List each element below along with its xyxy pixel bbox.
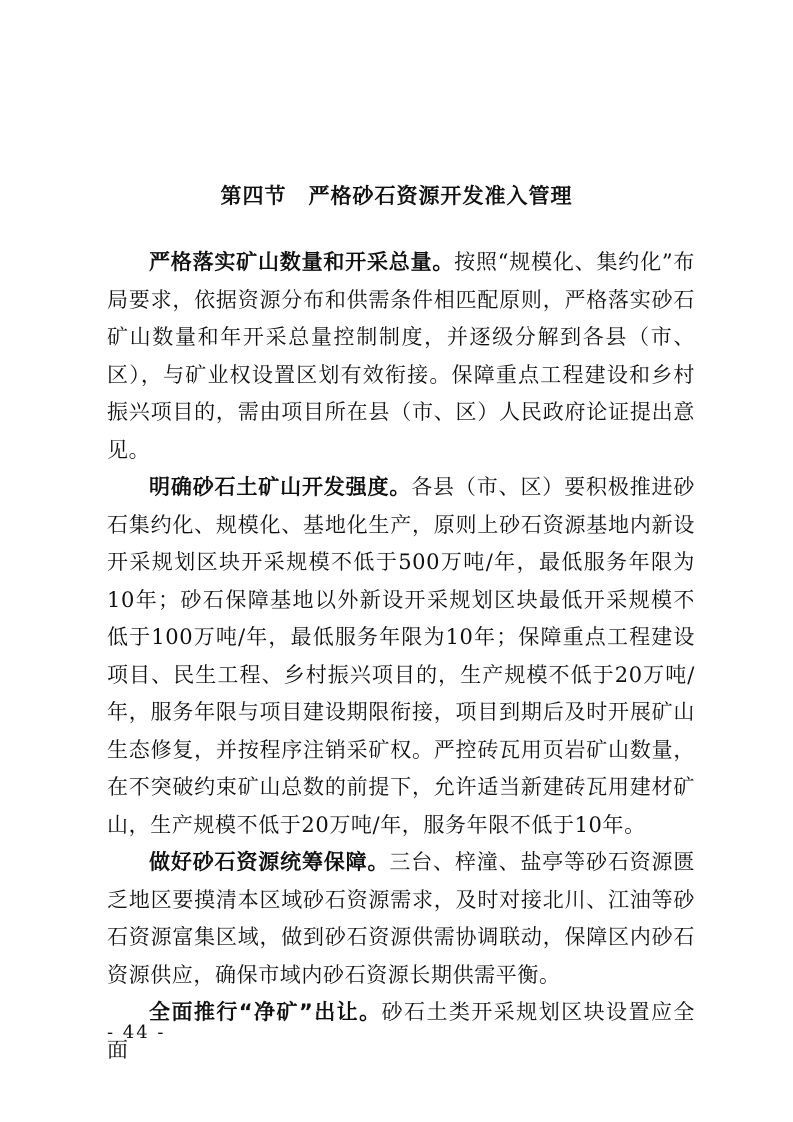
paragraph-lead: 全面推行“净矿”出让。 [149,1000,382,1024]
section-heading [0,180,793,210]
section-number: 第四节 [220,184,287,208]
section-title: 严格砂石资源开发准入管理 [308,184,573,208]
paragraph-text: 砂石土类开采规划区块设置应全面 [107,1000,696,1062]
page-number: - 44 - [107,1022,166,1043]
paragraph-text: 三台、梓潼、盐亭等砂石资源匮乏地区要摸清本区域砂石资源需求，及时对接北川、江油等砂石资源富集区域，做到砂石资源供需协调联动，保障区内砂石资源供应，确保市域内砂石资源长期供需平衡。 [107,850,695,987]
document-body [107,244,695,1069]
paragraph-text: 按照“规模化、集约化”布局要求，依据资源分布和供需条件相匹配原则，严格落实砂石矿山数量和年开采总量控制制度，并逐级分解到各县（市、区），与矿业权设置区划有效衔接。保障重点工程建设和乡村振兴项目的，需由项目所在县（市、区）人民政府论证提出意见。 [107,250,695,462]
paragraph-text: 各县（市、区）要积极推进砂石集约化、规模化、基地化生产，原则上砂石资源基地内新设开采规划区块开采规模不低于500万吨/年，最低服务年限为10年；砂石保障基地以外新设开采规划区块最低开采规模不低于100万吨/年，最低服务年限为10年；保障重点工程建设项目、民生工程、乡村振兴项目的，生产规模不低于20万吨/年，服务年限与项目建设期限衔接，项目到期后及时开展矿山生态修复，并按程序注销采矿权。严控砖瓦用页岩矿山数量，在不突破约束矿山总数的前提下，允许适当新建砖瓦用建材矿山，生产规模不低于20万吨/年，服务年限不低于10年。 [107,475,695,837]
paragraph [107,244,695,469]
paragraph-lead: 严格落实矿山数量和开采总量。 [149,250,455,274]
paragraph [107,469,695,844]
paragraph [107,994,695,1069]
paragraph [107,844,695,994]
paragraph-lead: 明确砂石土矿山开发强度。 [149,475,412,499]
paragraph-lead: 做好砂石资源统筹保障。 [149,850,390,874]
